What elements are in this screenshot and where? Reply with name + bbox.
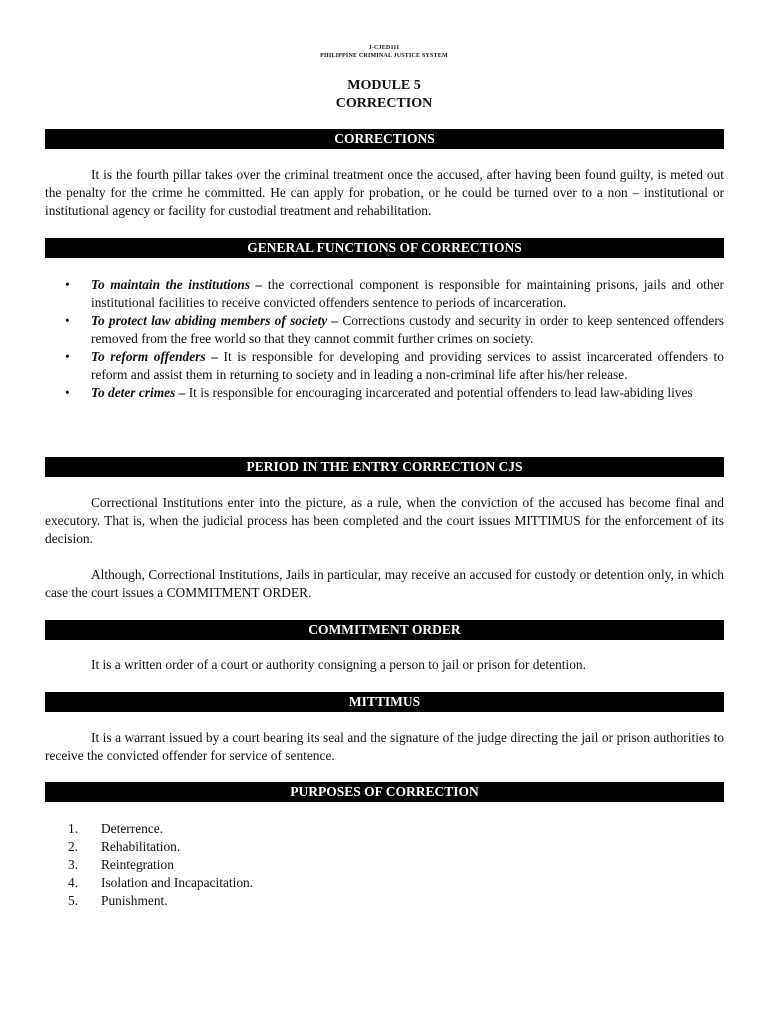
function-text: the correctional component is responsible for maintaining prisons, jails and other institutional facilities to receive convicted offenders sentence to periods of incarceration.	[91, 277, 724, 310]
list-item	[45, 892, 724, 910]
list-item	[45, 384, 724, 402]
item-text: Punishment.	[101, 893, 168, 908]
item-number: 4.	[68, 875, 79, 890]
list-item	[45, 276, 724, 312]
item-text: Isolation and Incapacitation.	[101, 875, 254, 890]
section-heading-mittimus: MITTIMUS	[45, 692, 724, 712]
list-item	[45, 838, 724, 856]
period-paragraph-2: Although, Correctional Institutions, Jails in particular, may receive an accused for custody or detention only, in which case the court issues a COMMITMENT ORDER.	[45, 567, 724, 600]
bullet-icon: •	[65, 313, 70, 328]
purposes-list	[45, 820, 724, 910]
item-number: 3.	[68, 857, 79, 872]
corrections-paragraph: It is the fourth pillar takes over the criminal treatment once the accused, after having been found guilty, is meted out the penalty for the crime he committed. He can apply for probation, or he could be turned over to a non – institutional or institutional agency or facility for custodial treatment and rehabilitation.	[45, 167, 724, 218]
function-text: It is responsible for encouraging incarcerated and potential offenders to lead law-abiding lives	[185, 385, 693, 400]
item-text: Reintegration	[101, 857, 174, 872]
bullet-icon: •	[65, 349, 70, 364]
item-number: 2.	[68, 839, 79, 854]
list-item	[45, 820, 724, 838]
course-name: PHILIPPINE CRIMINAL JUSTICE SYSTEM	[320, 53, 448, 59]
section-heading-corrections: CORRECTIONS	[45, 129, 724, 149]
mittimus-paragraph: It is a warrant issued by a court bearing its seal and the signature of the judge directing the jail or prison authorities to receive the convicted offender for service of sentence.	[45, 730, 724, 763]
section-heading-purposes: PURPOSES OF CORRECTION	[45, 782, 724, 802]
module-number: MODULE 5	[347, 78, 421, 93]
section-heading-period: PERIOD IN THE ENTRY CORRECTION CJS	[45, 457, 724, 477]
function-lead: To deter crimes –	[91, 385, 186, 400]
general-functions-list	[45, 276, 724, 402]
list-item	[45, 348, 724, 384]
module-title: CORRECTION	[335, 96, 433, 111]
item-text: Rehabilitation.	[101, 839, 181, 854]
list-item	[45, 312, 724, 348]
item-number: 5.	[68, 893, 79, 908]
item-text: Deterrence.	[101, 821, 164, 836]
function-lead: To maintain the institutions –	[91, 277, 263, 292]
list-item	[45, 856, 724, 874]
commitment-order-paragraph: It is a written order of a court or authority consigning a person to jail or prison for detention.	[91, 657, 586, 672]
bullet-icon: •	[65, 277, 70, 292]
function-text: It is responsible for developing and providing services to assist incarcerated offenders to reform and assist them in returning to society and in leading a non-criminal life after his/her release.	[91, 349, 724, 382]
list-item	[45, 874, 724, 892]
section-heading-general-functions: GENERAL FUNCTIONS OF CORRECTIONS	[45, 238, 724, 258]
function-lead: To protect law abiding members of society –	[91, 313, 339, 328]
course-code: J-CJED111	[368, 45, 400, 51]
function-lead: To reform offenders –	[91, 349, 218, 364]
item-number: 1.	[68, 821, 79, 836]
bullet-icon: •	[65, 385, 70, 400]
period-paragraph-1: Correctional Institutions enter into the picture, as a rule, when the conviction of the accused has become final and executory. That is, when the judicial process has been completed and the court issues MITTIMUS for the enforcement of its decision.	[45, 495, 724, 546]
function-text: Corrections custody and security in order to keep sentenced offenders removed from the free world so that they cannot commit further crimes on society.	[91, 313, 724, 346]
section-heading-commitment-order: COMMITMENT ORDER	[45, 620, 724, 640]
